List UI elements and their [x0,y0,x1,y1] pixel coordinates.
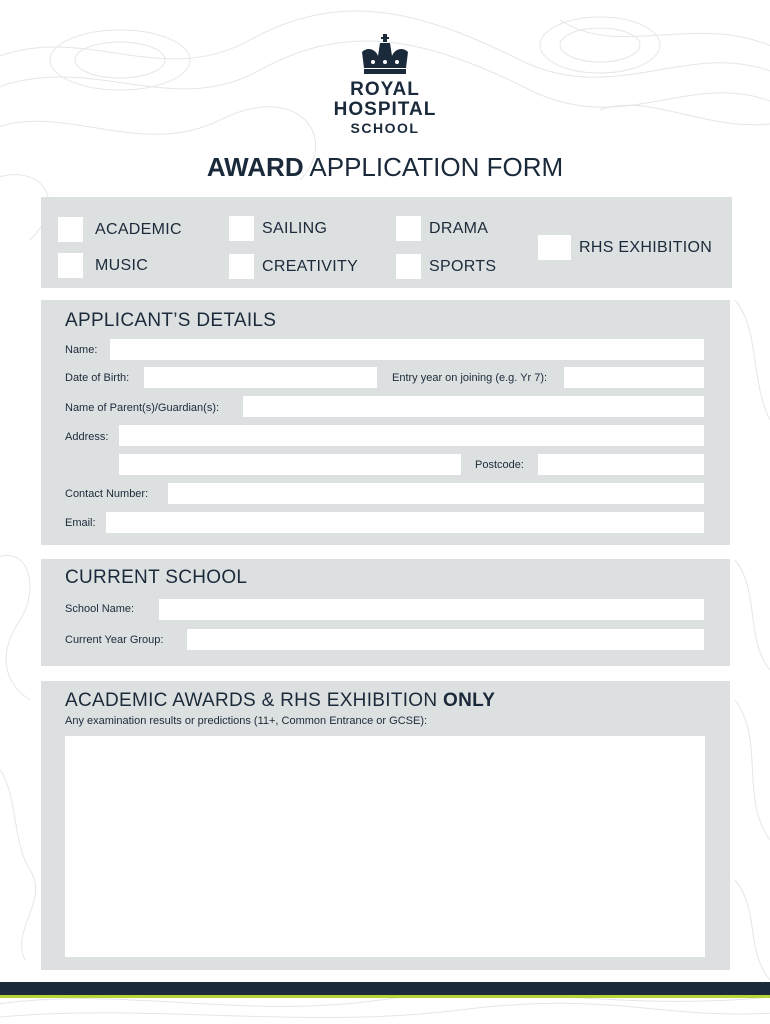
name-label: Name: [65,344,98,356]
applicant-details-heading: APPLICANT’S DETAILS [65,310,277,331]
address-field-line1[interactable] [119,425,704,446]
rhs-exhibition-checkbox[interactable] [538,235,571,260]
rhs-exhibition-label: RHS EXHIBITION [579,238,713,256]
form-title-bold: AWARD [206,152,304,182]
entry-year-label: Entry year on joining (e.g. Yr 7): [392,372,548,384]
academic-awards-heading-text: ACADEMIC AWARDS & RHS EXHIBITION [65,690,443,711]
contact-number-field[interactable] [168,483,704,504]
academic-label: ACADEMIC [95,220,182,238]
sailing-label: SAILING [262,219,328,237]
current-school-section [41,559,730,666]
award-option-sailing [229,216,327,241]
award-option-sports [396,254,496,279]
footer-navy-bar [0,982,770,995]
footer-lime-stripe [0,995,770,998]
address-field-line2[interactable] [119,454,461,475]
postcode-field[interactable] [538,454,704,475]
dob-label: Date of Birth: [65,372,130,384]
academic-checkbox[interactable] [58,217,83,242]
examination-results-note: Any examination results or predictions (11+, Common Entrance or GCSE): [65,715,428,727]
music-checkbox[interactable] [58,253,83,278]
creativity-label: CREATIVITY [262,257,359,275]
academic-awards-section [41,681,730,970]
email-label: Email: [65,517,96,529]
form-title-rest: APPLICATION FORM [303,152,564,182]
logo-text-hospital: HOSPITAL [333,99,437,120]
logo-text-school: SCHOOL [350,120,420,136]
academic-awards-heading-bold: ONLY [443,690,496,711]
parents-field[interactable] [243,396,704,417]
name-field[interactable] [110,339,704,360]
award-option-drama [396,216,488,241]
academic-awards-heading [65,690,495,712]
current-school-heading: CURRENT SCHOOL [65,567,248,588]
award-option-rhs-exhibition [538,235,712,260]
entry-year-field[interactable] [564,367,704,388]
year-group-label: Current Year Group: [65,634,164,646]
parents-label: Name of Parent(s)/Guardian(s): [65,402,220,414]
school-name-label: School Name: [65,603,135,615]
sports-label: SPORTS [429,257,497,275]
award-option-academic [58,217,182,242]
creativity-checkbox[interactable] [229,254,254,279]
address-label: Address: [65,431,109,443]
award-type-panel [41,197,732,288]
year-group-field[interactable] [187,629,704,650]
logo-text-royal: ROYAL [350,79,420,100]
drama-checkbox[interactable] [396,216,421,241]
sports-checkbox[interactable] [396,254,421,279]
music-label: MUSIC [95,256,149,274]
school-logo [315,34,455,135]
school-name-field[interactable] [159,599,704,620]
postcode-label: Postcode: [475,459,524,471]
award-option-music [58,253,148,278]
examination-results-textarea[interactable] [65,736,705,957]
drama-label: DRAMA [429,219,489,237]
contact-number-label: Contact Number: [65,488,149,500]
form-title [0,152,770,183]
sailing-checkbox[interactable] [229,216,254,241]
award-option-creativity [229,254,358,279]
applicant-details-section [41,300,730,545]
dob-field[interactable] [144,367,377,388]
email-field[interactable] [106,512,704,533]
crown-icon [358,34,412,76]
